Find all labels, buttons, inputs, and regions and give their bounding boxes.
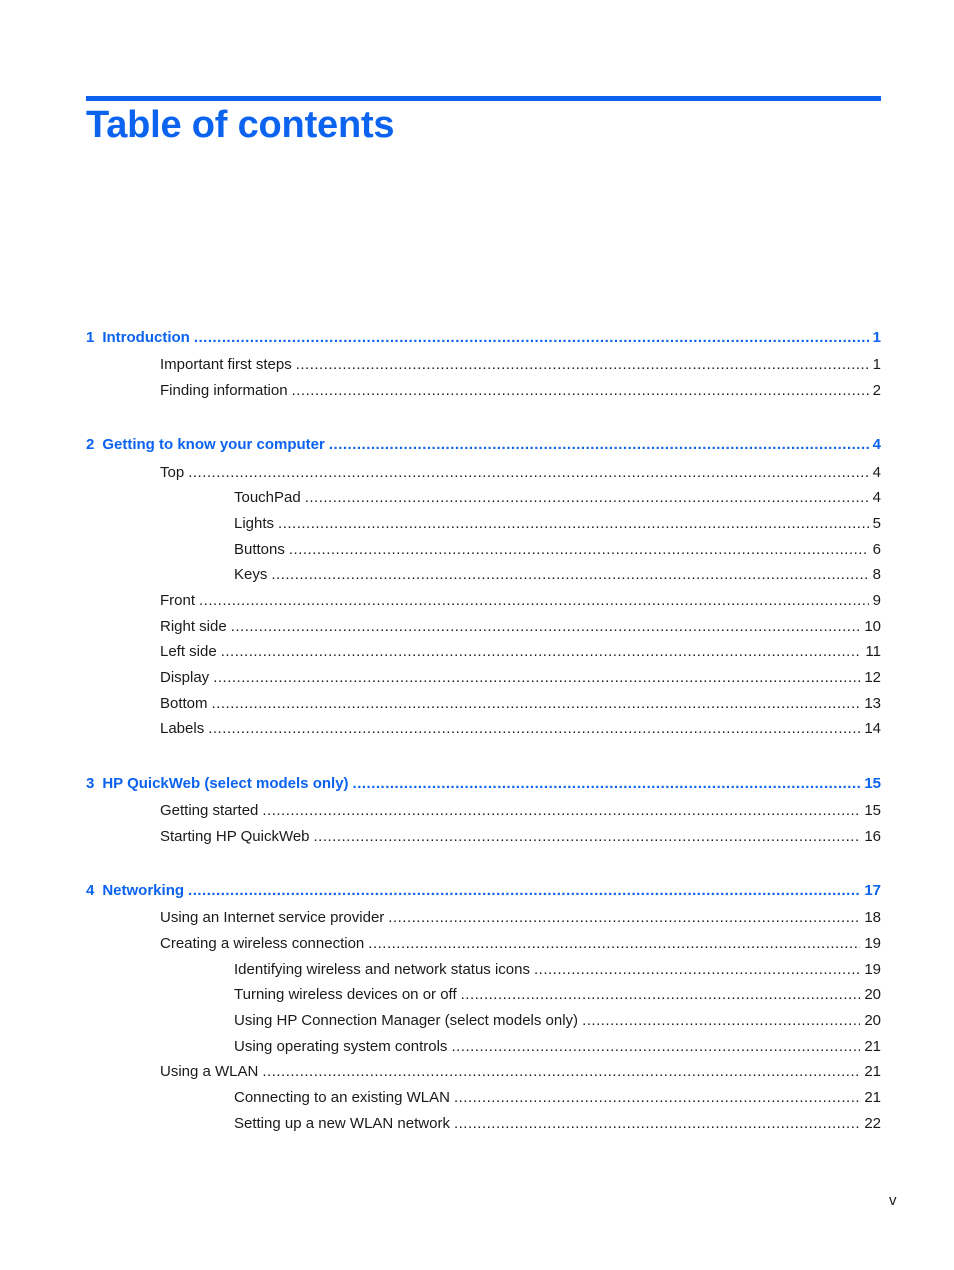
toc-page-number: 4: [872, 436, 881, 453]
toc-page-number: 12: [864, 669, 881, 686]
page-title: Table of contents: [86, 104, 395, 146]
toc-entry-title: Display: [160, 669, 210, 686]
toc-dot-leader: [305, 488, 869, 508]
toc-dot-leader: [368, 934, 860, 954]
toc-page-number: 11: [865, 643, 881, 660]
toc-entry-title: TouchPad: [234, 489, 301, 506]
toc-page-number: 1: [872, 329, 881, 346]
toc-page-number: 13: [864, 695, 881, 712]
toc-entry[interactable]: [160, 355, 881, 375]
toc-entry[interactable]: [234, 1114, 881, 1134]
toc-entry[interactable]: [160, 381, 881, 401]
page-number: v: [889, 1192, 897, 1209]
toc-page-number: 2: [872, 382, 881, 399]
toc-entry-title: Keys: [234, 566, 268, 583]
toc-dot-leader: [329, 435, 869, 455]
toc-entry-title: Setting up a new WLAN network: [234, 1115, 450, 1132]
toc-chapter-entry[interactable]: [86, 435, 881, 455]
toc-entry-title: Introduction: [102, 329, 190, 346]
toc-entry[interactable]: [160, 908, 881, 928]
toc-entry-title: Lights: [234, 515, 275, 532]
toc-entry-title: HP QuickWeb (select models only): [102, 775, 349, 792]
toc-entry[interactable]: [234, 1011, 881, 1031]
toc-entry-title: Using HP Connection Manager (select models only): [234, 1012, 579, 1029]
toc-entry[interactable]: [160, 668, 881, 688]
toc-entry-title: Using operating system controls: [234, 1038, 448, 1055]
toc-dot-leader: [194, 328, 869, 348]
toc-entry[interactable]: [234, 540, 881, 560]
toc-chapter-entry[interactable]: [86, 881, 881, 901]
toc-dot-leader: [271, 565, 868, 585]
toc-page-number: 9: [872, 592, 881, 609]
toc-dot-leader: [461, 985, 861, 1005]
toc-entry[interactable]: [160, 934, 881, 954]
toc-chapter-entry[interactable]: [86, 328, 881, 348]
toc-page-number: 4: [872, 464, 881, 481]
toc-entry-title: Connecting to an existing WLAN: [234, 1089, 450, 1106]
toc-entry[interactable]: [234, 514, 881, 534]
toc-page-number: 22: [864, 1115, 881, 1132]
toc-dot-leader: [454, 1114, 860, 1134]
toc-entry[interactable]: [160, 463, 881, 483]
toc-entry-title: Networking: [102, 882, 185, 899]
toc-dot-leader: [388, 908, 860, 928]
toc-entry[interactable]: [160, 827, 881, 847]
toc-entry-title: Using a WLAN: [160, 1063, 259, 1080]
toc-page-number: 17: [864, 882, 881, 899]
toc-page-number: 15: [864, 775, 881, 792]
toc-entry-title: Top: [160, 464, 185, 481]
toc-dot-leader: [231, 617, 861, 637]
toc-chapter-number: 1: [86, 329, 95, 346]
toc-entry-title: Left side: [160, 643, 217, 660]
toc-entry[interactable]: [234, 1088, 881, 1108]
toc-page-number: 21: [864, 1038, 881, 1055]
toc-entry-title: Creating a wireless connection: [160, 935, 365, 952]
toc-dot-leader: [289, 540, 869, 560]
toc-entry-title: Front: [160, 592, 196, 609]
toc-dot-leader: [188, 463, 868, 483]
toc-dot-leader: [262, 801, 860, 821]
toc-entry[interactable]: [160, 591, 881, 611]
toc-page-number: 21: [864, 1063, 881, 1080]
toc-entry[interactable]: [160, 694, 881, 714]
toc-page-number: 15: [864, 802, 881, 819]
toc-chapter-entry[interactable]: [86, 774, 881, 794]
toc-entry-title: Identifying wireless and network status icons: [234, 961, 530, 978]
toc-entry[interactable]: [234, 1037, 881, 1057]
toc-entry-title: Bottom: [160, 695, 208, 712]
toc-page-number: 19: [864, 935, 881, 952]
toc-entry-title: Getting started: [160, 802, 259, 819]
toc-entry[interactable]: [234, 488, 881, 508]
toc-page-number: 16: [864, 828, 881, 845]
toc-page-number: 18: [864, 909, 881, 926]
toc-page-number: 1: [872, 356, 881, 373]
toc-chapter-number: 2: [86, 436, 95, 453]
toc-entry-title: Getting to know your computer: [102, 436, 325, 453]
toc-page-number: 14: [864, 720, 881, 737]
title-rule: [86, 96, 881, 101]
toc-dot-leader: [213, 668, 860, 688]
toc-entry[interactable]: [160, 1062, 881, 1082]
toc-page-number: 5: [872, 515, 881, 532]
toc-dot-leader: [278, 514, 869, 534]
toc-page-number: 20: [864, 986, 881, 1003]
toc-dot-leader: [451, 1037, 860, 1057]
toc-page-number: 21: [864, 1089, 881, 1106]
toc-chapter-number: 4: [86, 882, 95, 899]
toc-dot-leader: [296, 355, 869, 375]
toc-chapter-number: 3: [86, 775, 95, 792]
toc-dot-leader: [199, 591, 869, 611]
toc-entry[interactable]: [160, 642, 881, 662]
toc-dot-leader: [292, 381, 869, 401]
toc-page-number: 20: [864, 1012, 881, 1029]
toc-dot-leader: [212, 694, 861, 714]
toc-dot-leader: [534, 960, 860, 980]
toc-dot-leader: [582, 1011, 860, 1031]
toc-entry-title: Finding information: [160, 382, 288, 399]
toc-entry-title: Buttons: [234, 541, 285, 558]
toc-entry[interactable]: [234, 985, 881, 1005]
toc-dot-leader: [314, 827, 861, 847]
toc-entry-title: Turning wireless devices on or off: [234, 986, 457, 1003]
toc-page-number: 10: [864, 618, 881, 635]
toc-entry[interactable]: [160, 719, 881, 739]
toc-page-number: 6: [872, 541, 881, 558]
toc-entry[interactable]: [160, 801, 881, 821]
toc-dot-leader: [353, 774, 861, 794]
toc-page-number: 19: [864, 961, 881, 978]
toc-entry[interactable]: [234, 565, 881, 585]
toc-entry-title: Important first steps: [160, 356, 292, 373]
toc-entry-title: Labels: [160, 720, 205, 737]
toc-page-number: 8: [872, 566, 881, 583]
toc-dot-leader: [454, 1088, 860, 1108]
toc-dot-leader: [262, 1062, 860, 1082]
toc-entry-title: Using an Internet service provider: [160, 909, 385, 926]
toc-dot-leader: [188, 881, 860, 901]
toc-dot-leader: [221, 642, 862, 662]
toc-entry-title: Right side: [160, 618, 227, 635]
toc-entry-title: Starting HP QuickWeb: [160, 828, 310, 845]
toc-entry[interactable]: [234, 960, 881, 980]
toc-dot-leader: [208, 719, 860, 739]
toc-entry[interactable]: [160, 617, 881, 637]
toc-page-number: 4: [872, 489, 881, 506]
